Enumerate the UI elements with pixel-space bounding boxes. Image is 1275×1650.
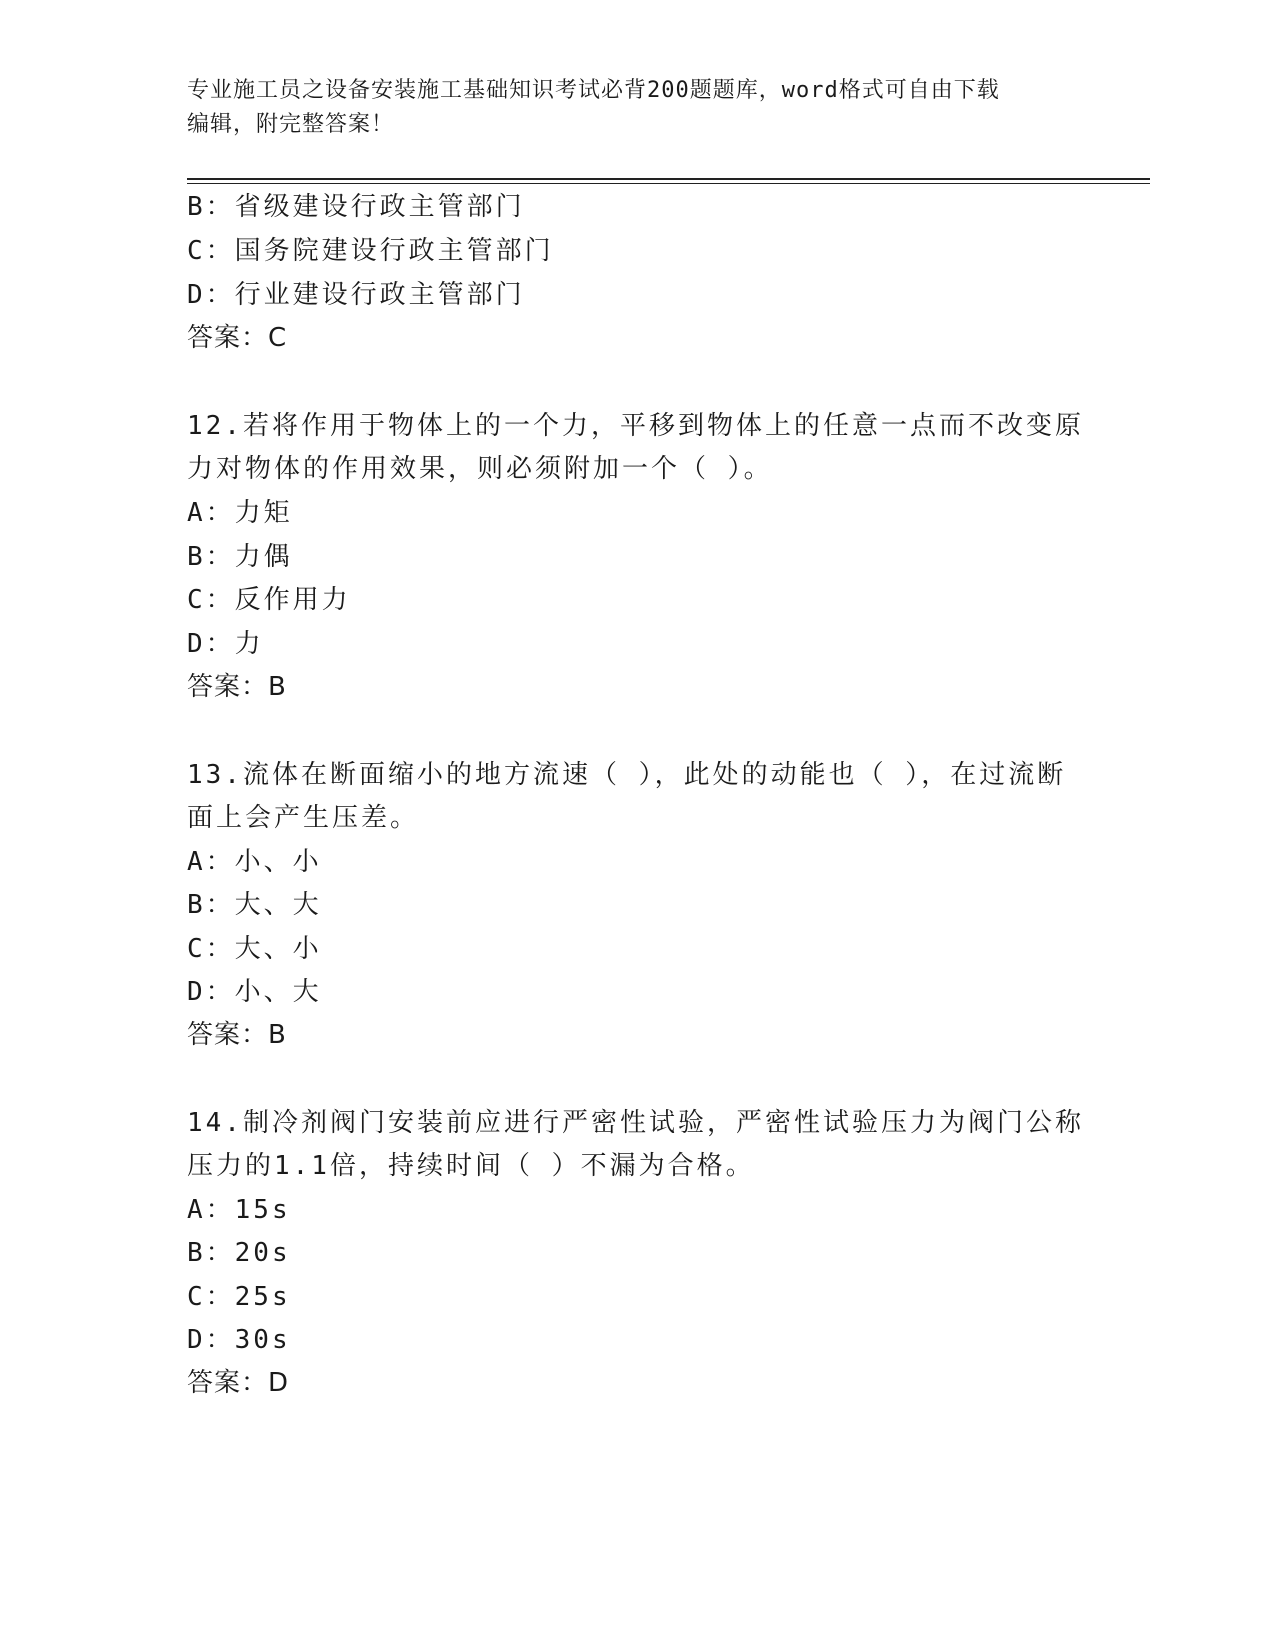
header-divider-thick bbox=[187, 178, 1150, 180]
q13-option-c: C：大、小 bbox=[187, 934, 322, 964]
q11-option-d: D：行业建设行政主管部门 bbox=[187, 280, 525, 310]
q12-option-c: C：反作用力 bbox=[187, 585, 351, 615]
q11-option-b: B：省级建设行政主管部门 bbox=[187, 192, 525, 222]
q11-answer: 答案：C bbox=[187, 323, 288, 353]
q13-option-b: B：大、大 bbox=[187, 890, 322, 920]
q14-option-d: D：30s bbox=[187, 1325, 291, 1355]
q12-option-d: D：力 bbox=[187, 629, 264, 659]
q14-stem-line2: 压力的1.1倍，持续时间（ ）不漏为合格。 bbox=[187, 1151, 755, 1181]
header-title-line1: 专业施工员之设备安装施工基础知识考试必背200题题库，word格式可自由下载 bbox=[187, 78, 1000, 103]
q13-option-a: A：小、小 bbox=[187, 847, 322, 877]
q12-option-b: B：力偶 bbox=[187, 542, 293, 572]
q14-option-c: C：25s bbox=[187, 1282, 291, 1312]
q13-option-d: D：小、大 bbox=[187, 977, 322, 1007]
q13-stem-line2: 面上会产生压差。 bbox=[187, 803, 420, 833]
q11-option-c: C：国务院建设行政主管部门 bbox=[187, 236, 554, 266]
header-title-line2: 编辑，附完整答案！ bbox=[187, 112, 395, 137]
q14-option-b: B：20s bbox=[187, 1238, 291, 1268]
header-divider-thin bbox=[187, 183, 1150, 184]
q14-option-a: A：15s bbox=[187, 1195, 291, 1225]
q13-stem-line1: 13.流体在断面缩小的地方流速（ ），此处的动能也（ ），在过流断 bbox=[187, 760, 1067, 790]
q12-stem-line2: 力对物体的作用效果，则必须附加一个（ ）。 bbox=[187, 454, 773, 484]
q12-answer: 答案：B bbox=[187, 672, 287, 702]
document-header bbox=[187, 74, 1067, 142]
q12-stem-line1: 12.若将作用于物体上的一个力，平移到物体上的任意一点而不改变原 bbox=[187, 411, 1084, 441]
q14-stem-line1: 14.制冷剂阀门安装前应进行严密性试验，严密性试验压力为阀门公称 bbox=[187, 1108, 1084, 1138]
q14-answer: 答案：D bbox=[187, 1368, 290, 1398]
q12-option-a: A：力矩 bbox=[187, 498, 293, 528]
q13-answer: 答案：B bbox=[187, 1020, 287, 1050]
